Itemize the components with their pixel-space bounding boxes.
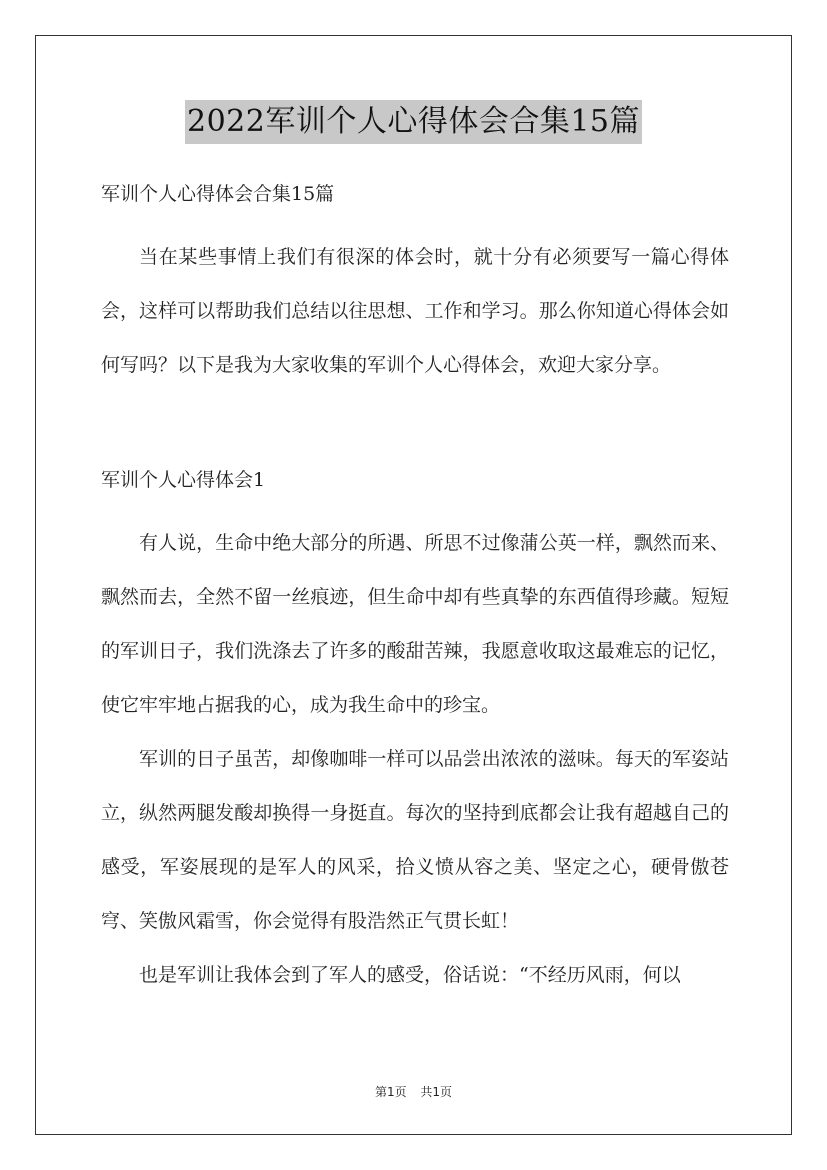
section-heading: 军训个人心得体会1 [101,469,266,491]
body-paragraph: 军训的日子虽苦，却像咖啡一样可以品尝出浓浓的滋味。每天的军姿站立，纵然两腿发酸却换得一身挺直。每次的坚持到底都会让我有超越自己的感受，军姿展现的是军人的风采，拾义愤从容之美、坚定之心，硬骨傲苍穹、笑傲风霜雪，你会觉得有股浩然正气贯长虹！ [101,748,729,932]
body-paragraph: 也是军训让我体会到了军人的感受，俗话说：“不经历风雨，何以 [139,964,681,986]
page-total: 共1页 [420,1085,453,1099]
title-container [0,100,827,144]
document-title: 2022军训个人心得体会合集15篇 [185,100,642,144]
page-footer [0,1083,827,1100]
page-number: 第1页 [374,1085,407,1099]
document-body [101,176,729,1002]
body-paragraph: 有人说，生命中绝大部分的所遇、所思不过像蒲公英一样，飘然而来、飘然而去，全然不留一丝痕迹，但生命中却有些真挚的东西值得珍藏。短短的军训日子，我们洗涤去了许多的酸甜苦辣，我愿意收取这最难忘的记忆，使它牢牢地占据我的心，成为我生命中的珍宝。 [101,532,729,716]
document-subtitle: 军训个人心得体会合集15篇 [101,183,335,205]
intro-paragraph: 当在某些事情上我们有很深的体会时，就十分有必须要写一篇心得体会，这样可以帮助我们总结以往思想、工作和学习。那么你知道心得体会如何写吗？以下是我为大家收集的军训个人心得体会，欢迎大家分享。 [101,246,729,376]
